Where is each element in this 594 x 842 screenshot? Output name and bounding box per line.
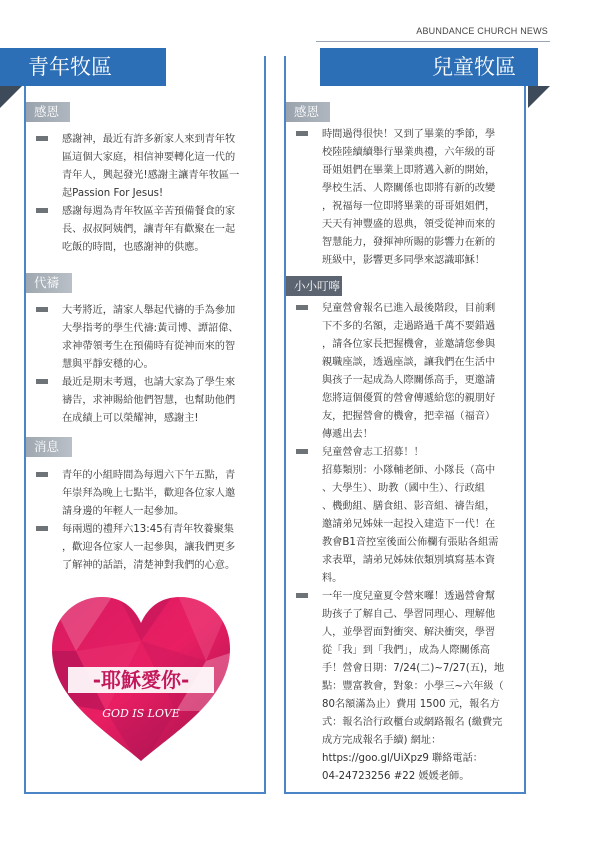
section-label-prayer: 代禱 [26, 273, 72, 293]
youth-ministry-title: 青年牧區 [0, 48, 166, 86]
bullet-icon [36, 208, 48, 213]
bullet-icon [296, 593, 308, 598]
bullet-icon [296, 449, 308, 454]
bullet-icon [296, 305, 308, 310]
list-item: 最近是期末考週，也請大家為了學生來 禱告，求神賜給他們智慧，也幫助他們 在成績上可以榮耀神，感謝主! [36, 374, 262, 428]
section-label-thanks-right: 感恩 [286, 102, 330, 122]
list-item: 兒童營會志工招募！！ 招募類別：小隊輔老師、小隊長（高中 、大學生）、助教（國中生）、行政組 、機動組、膳食組、影音組、禱告組， 邀請弟兄姊妹一起投入建造下一代！在 教會B1音控室後面公佈欄有張貼各組需 求表單，請弟兄姊妹依類別填寫基本資 料。 [296, 444, 522, 588]
masthead: ABUNDANCE CHURCH NEWS [416, 26, 548, 36]
list-item: 感謝每週為青年牧區辛苦預備餐食的家 長、叔叔阿姨們，讓青年有歡聚在一起 吃飯的時間，也感謝神的供應。 [36, 203, 262, 257]
bullet-icon [296, 131, 308, 136]
list-item: 時間過得很快！又到了畢業的季節，學 校陸陸續續舉行畢業典禮，六年級的哥 哥姐姐們在畢業上即將邁入新的開始， 學校生活、人際關係也即將有新的改變 ，祝福每一位即將畢業的哥哥姐姐們， 天天有神豐盛的恩典，領受從神而來的 智慧能力，發揮神所賜的影響力在新的 班級中，影響更多同學來認識耶穌！ [296, 126, 522, 270]
left-thanks-list [36, 131, 262, 257]
bullet-icon [36, 379, 48, 384]
bullet-icon [36, 307, 48, 312]
list-item: 感謝神，最近有許多新家人來到青年牧 區這個大家庭，相信神要轉化這一代的 青年人，興起發光!感謝主讓青年牧區一 起Passion For Jesus! [36, 131, 262, 203]
list-item: 兒童營會報名已進入最後階段，目前剩 下不多的名額，走過路過千萬不要錯過 ，請各位家長把握機會，並邀請您參與 親職座談，透過座談，讓我們在生活中 與孩子一起成為人際關係高手，更邀請 您將這個優質的營會傳遞給您的親朋好 友，把握營會的機會，把幸福（福音） 傳遞出去！ [296, 300, 522, 444]
children-ministry-title: 兒童牧區 [320, 48, 538, 86]
section-label-thanks: 感恩 [26, 102, 70, 122]
heart-sub-text: GOD IS LOVE [102, 707, 180, 720]
list-item: 每兩週的禮拜六13:45有青年牧養聚集 ，歡迎各位家人一起參與，讓我們更多 了解神的話語，清楚神對我們的心意。 [36, 521, 262, 575]
list-item: 青年的小組時間為每週六下午五點，青 年崇拜為晚上七點半，歡迎各位家人邀 請身邊的年輕人一起參加。 [36, 467, 262, 521]
banner-fold-left [0, 86, 22, 108]
right-thanks-list [296, 126, 522, 270]
left-prayer-list [36, 302, 262, 428]
god-is-love-heart-image [46, 591, 236, 767]
heart-main-text: -耶穌愛你- [92, 668, 190, 692]
left-news-list [36, 467, 262, 575]
masthead-rule [316, 41, 550, 42]
bullet-icon [36, 472, 48, 477]
list-item: 一年一度兒童夏令營來囉！透過營會幫 助孩子了解自己、學習同理心、理解他 人，並學習面對衝突、解決衝突，學習 從「我」到「我們」，成為人際關係高 手！營會日期：7/24(二)~7/27(五)，地 點：豐富教會，對象：小學三~六年級（ 80名額滿為止）費用 1500 元，報名方 式：報名洽行政櫃台或網路報名 (繳費完 成方完成報名手續) 網址： https://goo.gl/UiXpz9 聯絡電話： 04-24723256 #22 媛媛老師。 [296, 588, 522, 786]
right-reminder-list [296, 300, 522, 786]
list-item: 大考將近，請家人舉起代禱的手為參加 大學指考的學生代禱:黃司博、譚詔偉、 求神帶領考生在預備時有從神而來的智 慧與平靜安穩的心。 [36, 302, 262, 374]
section-label-news: 消息 [26, 437, 72, 457]
bullet-icon [36, 526, 48, 531]
heart-icon [46, 591, 236, 767]
bullet-icon [36, 136, 48, 141]
banner-fold-right [528, 86, 550, 108]
section-label-reminder: 小小叮嚀 [286, 276, 342, 296]
